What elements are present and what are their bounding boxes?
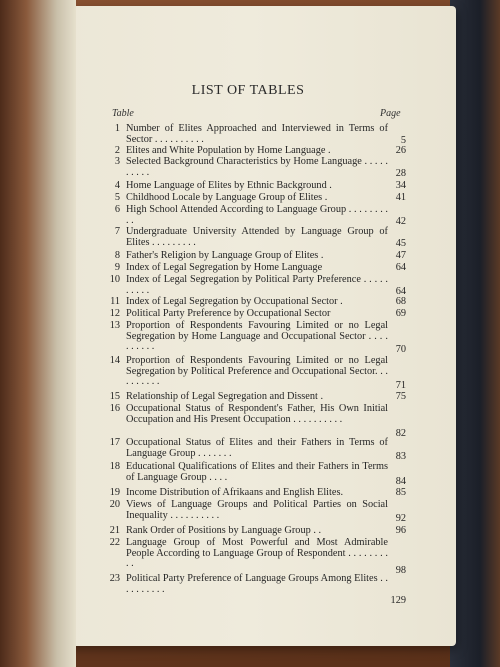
page-number: 68 (395, 296, 406, 307)
table-number: 22 (109, 537, 120, 548)
page-number: 129 (390, 595, 406, 606)
table-title: Views of Language Groups and Political Parties on Social Inequality . . . . . . . . . . (126, 499, 388, 521)
table-title: Childhood Locale by Language Group of Elites . (126, 192, 328, 203)
table-title: High School Attended According to Language Group . . . . . . . . . . (126, 204, 388, 226)
table-number: 21 (109, 525, 120, 536)
table-number: 5 (114, 192, 120, 203)
page-number: 45 (395, 238, 406, 249)
table-title: Political Party Preference by Occupational Sector (126, 308, 331, 319)
table-number: 9 (114, 262, 120, 273)
table-title: Political Party Preference of Language Groups Among Elites . . . . . . . . . . (126, 573, 388, 595)
table-title: Home Language of Elites by Ethnic Background . (126, 180, 332, 191)
table-title: Number of Elites Approached and Interviewed in Terms of Sector . . . . . . . . . . (126, 123, 388, 145)
table-number: 12 (109, 308, 120, 319)
page-number: 34 (395, 180, 406, 191)
page-number: 41 (395, 192, 406, 203)
page-number: 83 (395, 451, 406, 462)
table-number: 19 (109, 487, 120, 498)
page-number: 64 (395, 286, 406, 297)
table-title: Index of Legal Segregation by Home Language (126, 262, 323, 273)
table-title: Occupational Status of Elites and their Fathers in Terms of Language Group . . . . . . . (126, 437, 388, 459)
table-title: Selected Background Characteristics by Home Language . . . . . . . . . . (126, 156, 388, 178)
table-title: Elites and White Population by Home Language . (126, 145, 331, 156)
table-number: 10 (109, 274, 120, 285)
table-number: 14 (109, 355, 120, 366)
table-title: Occupational Status of Respondent's Father, His Own Initial Occupation and His Present Occupation . . . . . . . . . . (126, 403, 388, 425)
page-number: 5 (400, 135, 406, 146)
page-number: 47 (395, 250, 406, 261)
page-title: LIST OF TABLES (191, 83, 305, 98)
table-number: 13 (109, 320, 120, 331)
table-title: Income Distribution of Afrikaans and English Elites. (126, 487, 344, 498)
table-number: 4 (114, 180, 120, 191)
table-title: Rank Order of Positions by Language Group . . (126, 525, 322, 536)
table-number: 1 (114, 123, 120, 134)
table-number: 8 (114, 250, 120, 261)
table-title: Language Group of Most Powerful and Most Admirable People According to Language Group of Respondent . . . . . . . . . . (126, 537, 388, 569)
page-number: 70 (395, 344, 406, 355)
table-title: Father's Religion by Language Group of Elites . (126, 250, 324, 261)
table-number: 7 (114, 226, 120, 237)
column-header-table: Table (112, 108, 134, 119)
book-spine-gutter (0, 0, 76, 667)
table-number: 3 (114, 156, 120, 167)
page-number: 69 (395, 308, 406, 319)
table-title: Proportion of Respondents Favouring Limited or no Legal Segregation by Political Preference and Occupational Sector. . . . . . . . . . (126, 355, 388, 387)
page-number: 84 (395, 476, 406, 487)
book-cover-edge (450, 0, 500, 667)
table-number: 20 (109, 499, 120, 510)
page-number: 28 (395, 168, 406, 179)
table-number: 6 (114, 204, 120, 215)
page-number: 98 (395, 565, 406, 576)
page-number: 64 (395, 262, 406, 273)
table-number: 16 (109, 403, 120, 414)
table-title: Educational Qualifications of Elites and their Fathers in Terms of Language Group . . . . (126, 461, 388, 483)
table-number: 23 (109, 573, 120, 584)
page-number: 42 (395, 216, 406, 227)
table-title: Index of Legal Segregation by Political Party Preference . . . . . . . . . . (126, 274, 388, 296)
page-number: 82 (395, 428, 406, 439)
table-title: Proportion of Respondents Favouring Limited or no Legal Segregation by Home Language and Occupational Sector . . . . . . . . . . (126, 320, 388, 352)
table-number: 17 (109, 437, 120, 448)
column-header-page: Page (380, 108, 401, 119)
table-number: 18 (109, 461, 120, 472)
table-title: Index of Legal Segregation by Occupational Sector . (126, 296, 343, 307)
table-title: Relationship of Legal Segregation and Dissent . (126, 391, 324, 402)
table-title: Undergraduate University Attended by Language Group of Elites . . . . . . . . . (126, 226, 388, 248)
table-number: 15 (109, 391, 120, 402)
table-number: 11 (110, 296, 120, 307)
page-number: 75 (395, 391, 406, 402)
table-number: 2 (114, 145, 120, 156)
page-number: 92 (395, 513, 406, 524)
page-number: 71 (395, 380, 406, 391)
page-number: 96 (395, 525, 406, 536)
page-number: 26 (395, 145, 406, 156)
page-number: 85 (395, 487, 406, 498)
